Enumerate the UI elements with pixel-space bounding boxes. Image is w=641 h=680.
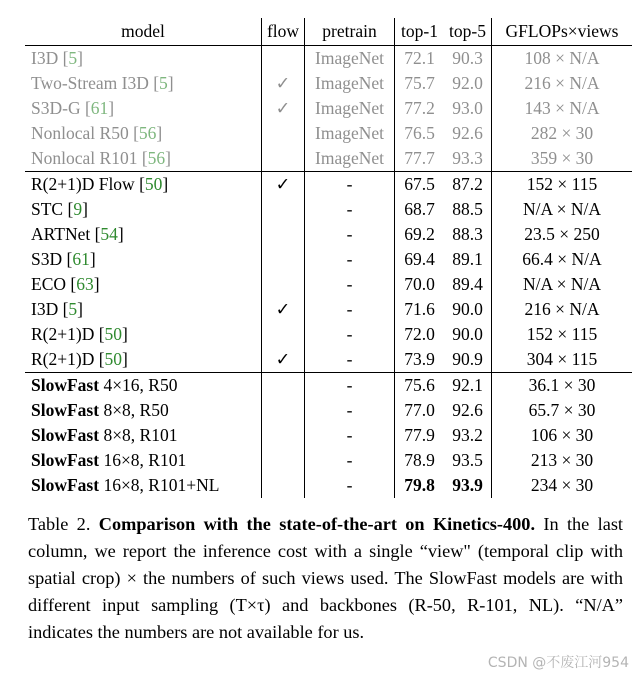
model-cell: Nonlocal R50 [56] [31,123,163,143]
top1-cell: 67.5 [395,172,445,198]
gflops-views-cell: 213 × 30 [492,448,633,473]
header-gflops-views: GFLOPs×views [492,18,633,46]
top1-cell: 79.8 [395,473,445,498]
header-pretrain: pretrain [305,18,395,46]
pretrain-cell: - [305,297,395,322]
top1-cell: 78.9 [395,448,445,473]
top5-cell: 92.1 [444,373,492,399]
table-row [25,373,632,399]
flow-cell [262,121,305,146]
top1-cell: 69.2 [395,222,445,247]
model-config: 8×8, R50 [103,400,169,420]
header-top1: top-1 [395,18,445,46]
pretrain-cell: - [305,423,395,448]
model-config: 16×8, R101 [103,450,187,470]
gflops-views-cell: 66.4 × N/A [492,247,633,272]
top1-cell: 70.0 [395,272,445,297]
pretrain-cell: - [305,322,395,347]
pretrain-cell: - [305,373,395,399]
model-cell [25,373,262,399]
model-cell: Nonlocal R101 [56] [31,148,171,168]
top1-cell: 72.1 [395,46,445,72]
table-row [25,448,632,473]
citation-link[interactable]: 63 [76,274,94,294]
gflops-views-cell: 234 × 30 [492,473,633,498]
citation-link[interactable]: 54 [100,224,118,244]
model-name: R(2+1)D Flow [31,174,135,194]
model-name: Two-Stream I3D [31,73,149,93]
model-name-bold: SlowFast [31,375,100,395]
comparison-table [25,18,632,498]
table-group-1 [25,46,632,172]
model-config: 4×16, R50 [103,375,178,395]
gflops-views-cell: 216 × N/A [492,297,633,322]
model-name-bold: SlowFast [31,425,100,445]
gflops-views-cell: N/A × N/A [492,272,633,297]
model-cell [25,448,262,473]
gflops-views-cell: 106 × 30 [492,423,633,448]
model-cell: ARTNet [54] [31,224,124,244]
top1-cell: 77.9 [395,423,445,448]
table-group-3 [25,373,632,499]
csdn-watermark: CSDN @不废江河954 [487,655,629,671]
citation-link[interactable]: 5 [159,73,168,93]
pretrain-cell: - [305,347,395,373]
flow-cell [262,222,305,247]
pretrain-cell: - [305,222,395,247]
flow-cell: ✓ [262,347,305,373]
top1-cell: 76.5 [395,121,445,146]
model-cell: R(2+1)D Flow [50] [25,172,262,198]
top1-cell: 73.9 [395,347,445,373]
top5-cell: 89.4 [452,274,483,294]
pretrain-cell: - [305,197,395,222]
header-flow: flow [262,18,305,46]
top5-cell: 93.2 [452,425,483,445]
header-model: model [25,18,262,46]
model-cell [25,398,262,423]
table-row [25,347,632,373]
model-config: 8×8, R101 [103,425,178,445]
citation-link[interactable]: 5 [68,48,78,68]
header-row [25,18,632,46]
top5-cell: 93.0 [452,98,483,118]
top5-cell: 88.3 [452,224,483,244]
pretrain-cell: ImageNet [305,46,395,72]
flow-cell [262,423,305,448]
table-row [25,96,632,121]
citation-link[interactable]: 5 [68,299,78,319]
citation-link[interactable]: 9 [73,199,83,219]
gflops-views-cell: 152 × 115 [492,322,633,347]
model-cell: Two-Stream I3D [5] [31,73,174,93]
table-row [25,197,632,222]
flow-cell: ✓ [262,71,305,96]
pretrain-cell: - [305,398,395,423]
citation-link[interactable]: 61 [90,98,109,118]
model-name: R(2+1)D [31,349,95,369]
model-cell: S3D-G [61] [31,98,115,118]
model-name-bold: SlowFast [31,475,100,495]
pretrain-cell: ImageNet [305,96,395,121]
pretrain-cell: ImageNet [305,121,395,146]
flow-cell: ✓ [262,172,305,198]
model-name-bold: SlowFast [31,400,100,420]
flow-cell [262,46,305,72]
table-row [25,121,632,146]
model-name: S3D [31,249,63,269]
top5-cell: 92.6 [452,400,483,420]
top1-cell: 71.6 [395,297,445,322]
model-name: ECO [31,274,66,294]
caption-label: Table 2. [28,514,91,534]
top1-cell: 75.7 [395,71,445,96]
table-row [25,322,632,347]
gflops-views-cell: 304 × 115 [492,347,633,373]
model-cell: ECO [63] [31,274,100,294]
table-row [25,473,632,498]
pretrain-cell: ImageNet [305,71,395,96]
top1-cell: 72.0 [395,322,445,347]
model-name: STC [31,199,64,219]
header-top5: top-5 [444,18,492,46]
model-cell: R(2+1)D [50] [31,324,128,344]
pretrain-cell: - [305,247,395,272]
model-name: Nonlocal R101 [31,148,138,168]
caption-title: Comparison with the state-of-the-art on Kinetics-400 [98,514,531,534]
flow-cell [262,473,305,498]
table-row [25,423,632,448]
citation-link[interactable]: 56 [147,148,166,168]
flow-cell [262,448,305,473]
top5-cell: 93.5 [452,450,483,470]
top5-cell: 88.5 [452,199,483,219]
flow-cell [262,272,305,297]
model-cell: S3D [61] [31,249,96,269]
table-row [25,71,632,96]
flow-cell [262,373,305,399]
top5-cell: 92.6 [452,123,483,143]
table-row [25,297,632,322]
top5-cell: 89.1 [452,249,483,269]
table-row [25,172,632,198]
gflops-views-cell: 282 × 30 [492,121,633,146]
model-name: I3D [31,299,59,319]
table-row [25,272,632,297]
flow-cell [262,247,305,272]
top5-cell: 87.2 [444,172,492,198]
flow-cell: ✓ [262,297,305,322]
pretrain-cell: ImageNet [305,146,395,172]
model-name: R(2+1)D [31,324,95,344]
top1-cell: 77.2 [395,96,445,121]
citation-link[interactable]: 61 [72,249,90,269]
caption-title-end: . [530,514,536,534]
top5-cell: 90.3 [452,48,483,68]
top1-cell: 68.7 [395,197,445,222]
model-cell: STC [9] [31,199,88,219]
top5-cell: 93.3 [452,148,483,168]
flow-cell [262,322,305,347]
top1-cell: 75.6 [395,373,445,399]
model-cell: I3D [5] [31,299,83,319]
model-cell [25,473,262,498]
flow-cell [262,398,305,423]
citation-link[interactable]: 50 [144,174,163,194]
table-group-2 [25,172,632,373]
gflops-views-cell: 216 × N/A [492,71,633,96]
table-row [25,247,632,272]
model-name: ARTNet [31,224,91,244]
gflops-views-cell: N/A × N/A [492,197,633,222]
model-cell [25,423,262,448]
pretrain-cell: - [305,473,395,498]
top5-cell: 93.9 [452,475,483,495]
top5-cell: 90.0 [452,324,483,344]
table-row [25,46,632,72]
gflops-views-cell: 152 × 115 [492,172,633,198]
table-caption [28,511,623,646]
flow-cell [262,197,305,222]
model-cell: I3D [5] [31,48,83,68]
flow-cell [262,146,305,172]
pretrain-cell: - [305,172,395,198]
top5-cell: 90.0 [452,299,483,319]
table-row [25,398,632,423]
model-cell: R(2+1)D [50] [31,349,128,369]
top5-cell: 92.0 [452,73,483,93]
pretrain-cell: - [305,272,395,297]
model-name: Nonlocal R50 [31,123,129,143]
gflops-views-cell: 108 × N/A [492,46,633,72]
citation-link[interactable]: 56 [138,123,157,143]
table-row [25,146,632,172]
top1-cell: 77.0 [395,398,445,423]
pretrain-cell: - [305,448,395,473]
gflops-views-cell: 143 × N/A [492,96,633,121]
model-name: I3D [31,48,59,68]
top1-cell: 77.7 [395,146,445,172]
model-name: S3D-G [31,98,81,118]
caption-body: In the last column, we report the inference cost with a single “view" (temporal clip with spatial crop) × the numbers of such views used. The SlowFast models are with different input sampling (T×τ) and backbones (R-50, R-101, NL). “N/A” indicates the numbers are not available for us. [28,514,624,642]
top1-cell: 69.4 [395,247,445,272]
gflops-views-cell: 36.1 × 30 [492,373,633,399]
gflops-views-cell: 23.5 × 250 [492,222,633,247]
flow-cell: ✓ [262,96,305,121]
model-config: 16×8, R101+NL [103,475,220,495]
citation-link[interactable]: 50 [104,349,123,369]
gflops-views-cell: 359 × 30 [492,146,633,172]
model-name-bold: SlowFast [31,450,100,470]
top5-cell: 90.9 [452,349,483,369]
table-row [25,222,632,247]
gflops-views-cell: 65.7 × 30 [492,398,633,423]
citation-link[interactable]: 50 [104,324,123,344]
